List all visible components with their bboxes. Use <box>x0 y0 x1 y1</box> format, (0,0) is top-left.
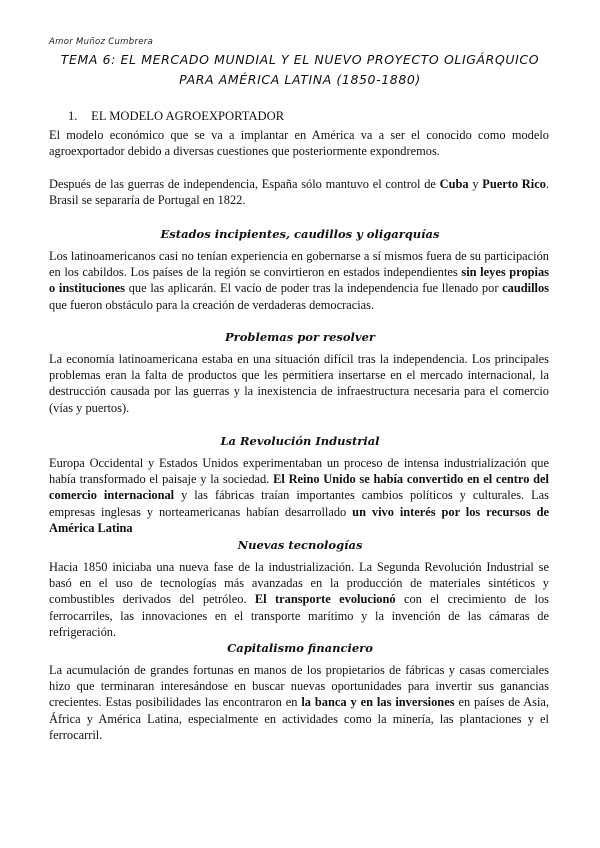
author-name: Amor Muñoz Cumbrera <box>49 37 154 47</box>
subheading-revolucion: La Revolución Industrial <box>220 434 380 448</box>
bold-cuba: Cuba <box>439 177 469 191</box>
subheading-capitalismo: Capitalismo financiero <box>227 641 373 655</box>
bold-run: El transporte evolucionó <box>254 592 396 607</box>
bold-puerto-rico: Puerto Rico <box>482 177 546 191</box>
text-run: La acumulación de grandes fortunas en manos de los propietarios de fábricas y casas comerciales hizo que terminaran interesándose en buscar nuevas oportunidades para invertir sus ganancias crecientes. Estas posibilidades las encontraron en <box>49 663 549 710</box>
text-run: que fueron obstáculo para la creación de verdaderas democracias. <box>49 297 375 312</box>
estados-paragraph <box>49 248 549 313</box>
text-run: que las aplicarán. El vacío de poder tras la independencia fue llenado por <box>125 281 503 296</box>
subheading-problemas: Problemas por resolver <box>225 330 375 344</box>
text-run: con el crecimiento de los ferrocarriles, las innovaciones en el transporte marítimo y la invención de las cámaras de refrigeración. <box>49 592 549 639</box>
section-number: 1. <box>68 109 78 123</box>
text-run: Los latinoamericanos casi no tenían experiencia en gobernarse a sí mismos fuera de su participación en los cabildos. Los países de la región se convirtieron en estados independientes <box>49 249 549 280</box>
document-title-line2: PARA AMÉRICA LATINA (1850-1880) <box>179 72 421 87</box>
capitalismo-paragraph <box>49 662 549 743</box>
bold-run: la banca y en las inversiones <box>301 695 455 710</box>
subheading-estados: Estados incipientes, caudillos y oligarquías <box>160 227 440 241</box>
text-run: Hacia 1850 iniciaba una nueva fase de la industrialización. La Segunda Revolución Industrial se basó en el uso de tecnologías más avanzadas en la producción de materiales sintéticos y combustibles derivados del petróleo. <box>49 560 549 607</box>
document-title-line1: TEMA 6: EL MERCADO MUNDIAL Y EL NUEVO PROYECTO OLIGÁRQUICO <box>60 52 540 67</box>
text-run: y <box>468 177 483 191</box>
bold-run: un vivo interés por los recursos de América Latina <box>49 504 549 535</box>
independence-paragraph <box>49 176 549 208</box>
bold-run: El Reino Unido se había convertido en el centro del comercio internacional <box>49 472 549 503</box>
text-run: en países de Asia, África y América Latina, especialmente en actividades como la minería, las plantaciones y el ferrocarril. <box>49 695 550 742</box>
section-title: EL MODELO AGROEXPORTADOR <box>91 109 285 123</box>
text-run: y las fábricas traían importantes cambios políticos y culturales. Las empresas inglesas y norteamericanas habían desarrollado <box>49 488 549 519</box>
subheading-tecnologias: Nuevas tecnologías <box>237 538 363 552</box>
bold-run: caudillos <box>502 281 549 296</box>
section-heading <box>68 109 284 124</box>
bold-run: sin leyes propias o instituciones <box>49 265 549 296</box>
problemas-paragraph: La economía latinoamericana estaba en una situación difícil tras la independencia. Los principales problemas eran la falta de productos que les permitiera insertarse en el mercado internacional, la destrucción causada por las guerras y la inexistencia de infraestructura necesaria para el comercio (vías y puertos). <box>49 352 549 415</box>
text-run: Después de las guerras de independencia, España sólo mantuvo el control de <box>49 177 440 191</box>
revolucion-paragraph <box>49 455 549 536</box>
intro-paragraph: El modelo económico que se va a implantar en América va a ser el conocido como modelo agroexportador debido a diversas cuestiones que posteriormente expondremos. <box>49 128 549 159</box>
text-run: Europa Occidental y Estados Unidos experimentaban un proceso de intensa industrialización que había transformado el paisaje y la sociedad. <box>49 456 549 487</box>
text-run: . Brasil se separaría de Portugal en 1822. <box>49 177 549 208</box>
tecnologias-paragraph <box>49 559 549 640</box>
